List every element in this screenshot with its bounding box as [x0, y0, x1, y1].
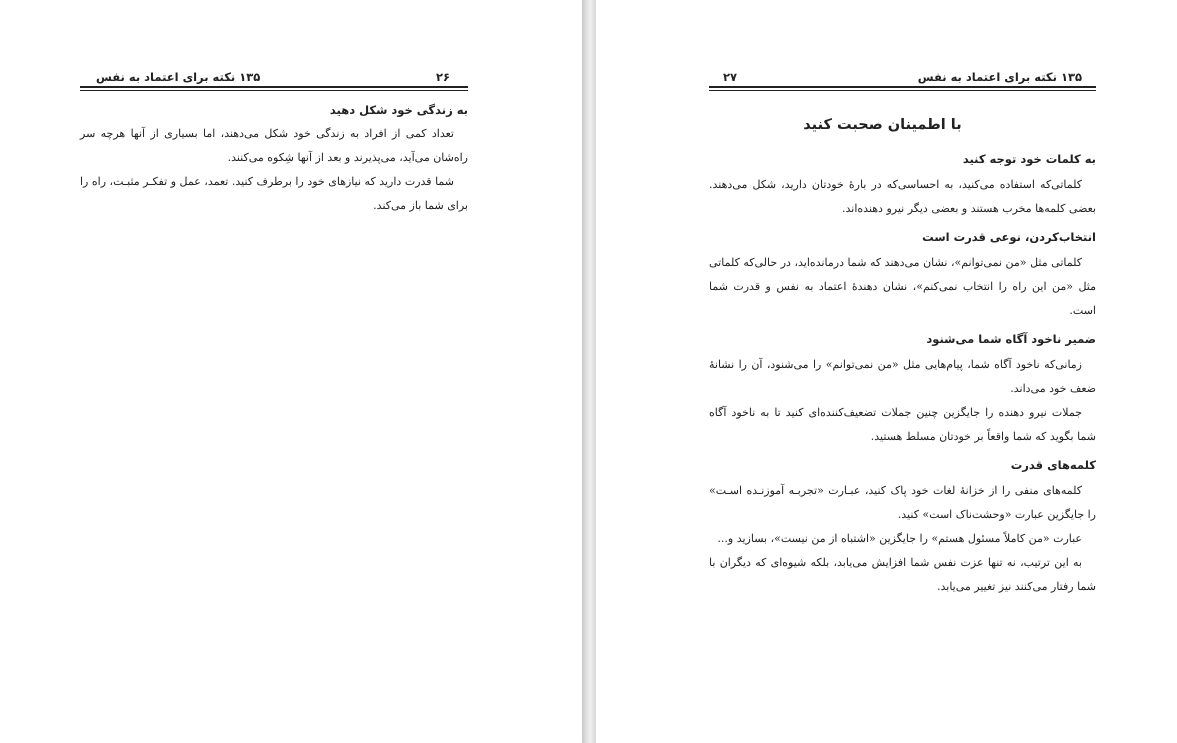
paragraph: زمانی‌که ناخود آگاه شما، پیام‌هایی مثل «من نمی‌توانم» را می‌شنود، آن را نشانهٔ ضعف خود می‌داند. — [709, 358, 1096, 395]
section-heading: به کلمات خود توجه کنید — [962, 152, 1096, 166]
running-title: ۱۳۵ نکته برای اعتماد به نفس — [917, 70, 1082, 84]
page-gutter — [582, 0, 596, 743]
header-rule — [709, 86, 1096, 88]
section — [709, 455, 1096, 599]
right-page-header — [709, 66, 1096, 90]
section — [709, 329, 1096, 449]
left-page-header — [80, 66, 468, 90]
header-rule-thin — [709, 90, 1096, 91]
paragraph: تعداد کمی از افراد به زندگی خود شکل می‌دهند، اما بسیاری از آنها هرچه سر راه‌شان می‌آید، می‌پذیرند و بعد از آنها شِکوه می‌کنند. — [80, 127, 468, 164]
header-rule-thin — [80, 90, 468, 91]
paragraph: کلماتی مثل «من نمی‌توانم»، نشان می‌دهند که شما درمانده‌اید، در حالی‌که کلماتی مثل «من این راه را انتخاب نمی‌کنم»، نشان دهندهٔ اعتماد به نفس و قدرت شما است. — [709, 256, 1096, 317]
section-heading: کلمه‌های قدرت — [1010, 458, 1096, 472]
section — [709, 227, 1096, 323]
paragraph: جملات نیرو دهنده را جایگزین چنین جملات تضعیف‌کننده‌ای کنید تا به ناخود آگاه شما بگوید که شما واقعاً بر خودتان مسلط هستید. — [709, 406, 1096, 443]
section-heading: به زندگی خود شکل دهید — [329, 103, 468, 117]
header-rule — [80, 86, 468, 88]
page-number: ۲۶ — [436, 70, 451, 84]
section-heading: ضمیر ناخود آگاه شما می‌شنود — [926, 332, 1096, 346]
paragraph: کلمه‌های منفی را از خزانهٔ لغات خود پاک کنید، عبـارت «تجربـه آموزنـده اسـت» را جایگزین عبارت «وحشت‌ناک است» کنید. — [709, 484, 1096, 521]
left-page-body — [80, 100, 468, 218]
right-page-body — [709, 117, 1096, 605]
paragraph: به این ترتیب، نه تنها عزت نفس شما افزایش می‌یابد، بلکه شیوه‌ای که دیگران با شما رفتار می‌کنند نیز تغییر می‌یابد. — [709, 556, 1096, 593]
section — [709, 149, 1096, 221]
paragraph: عبارت «من کاملاً مسئول هستم» را جایگزین «اشتباه از من نیست»، بسازید و... — [717, 532, 1082, 545]
section-heading: انتخاب‌کردن، نوعی قدرت است — [922, 230, 1096, 244]
page-number: ۲۷ — [723, 70, 738, 84]
chapter-title: با اطمینان صحبت کنید — [803, 117, 962, 133]
paragraph: شما قدرت دارید که نیازهای خود را برطرف کنید. تعمد، عمل و تفکـر مثبـت، راه را برای شما باز می‌کند. — [80, 175, 468, 212]
running-title: ۱۳۵ نکته برای اعتماد به نفس — [96, 70, 261, 84]
paragraph: کلماتی‌که استفاده می‌کنید، به احساسی‌که در بارهٔ خودتان دارید، شکل می‌دهند. بعضی کلمه‌ها مخرب هستند و بعضی دیگر نیرو دهنده‌اند. — [709, 178, 1096, 215]
